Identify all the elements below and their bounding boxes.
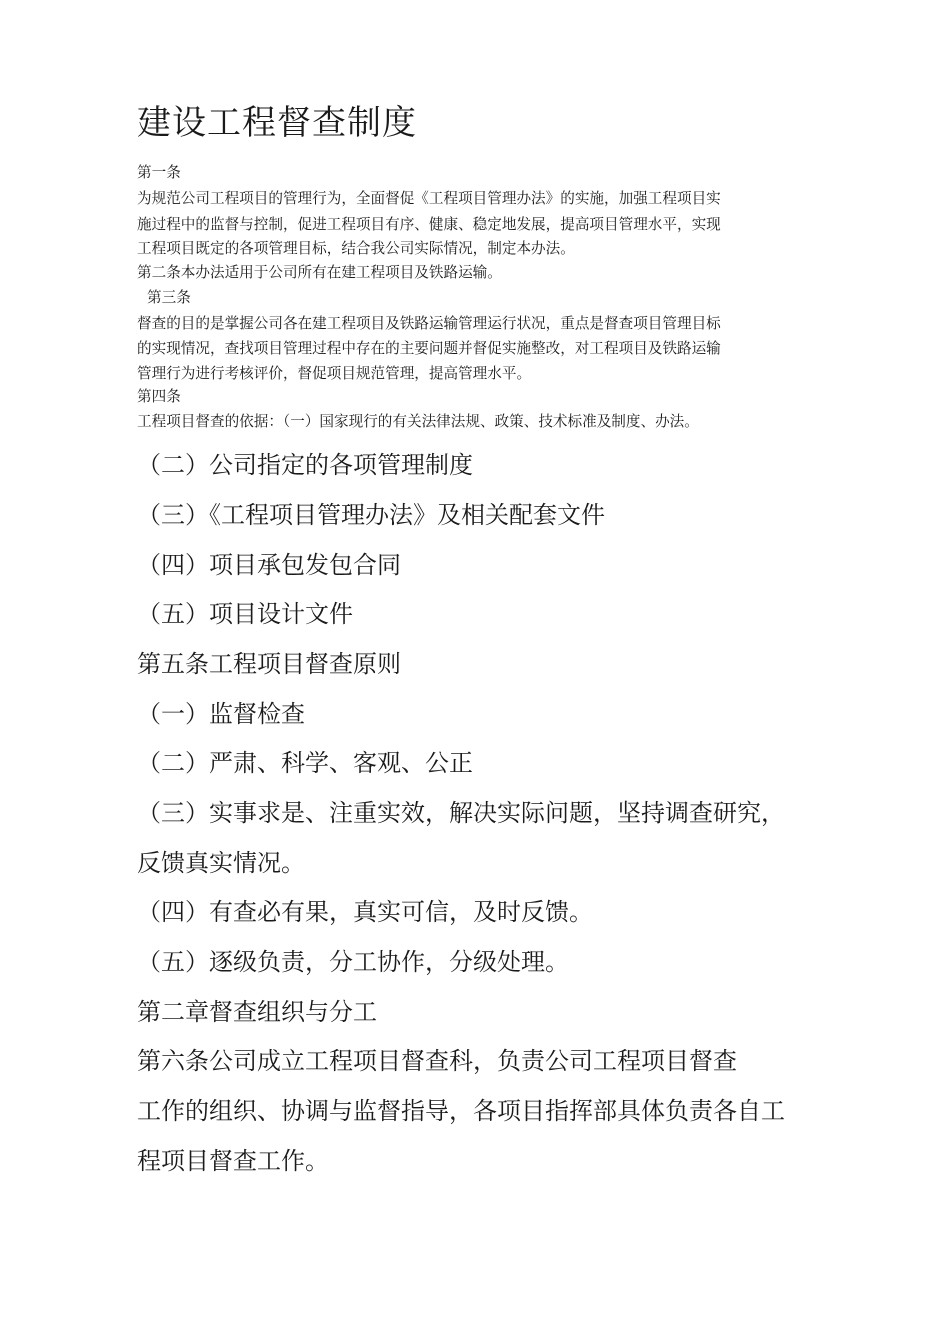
principle-item-3-line-2: 反馈真实情况。: [137, 849, 305, 877]
article-5-heading: 第五条工程项目督查原则: [137, 650, 401, 678]
document-title: 建设工程督查制度: [137, 103, 417, 143]
chapter-2-heading: 第二章督查组织与分工: [137, 998, 377, 1026]
principle-item-4: （四）有查必有果，真实可信，及时反馈。: [137, 898, 593, 926]
article-2-text: 第二条本办法适用于公司所有在建工程项目及铁路运输。: [137, 264, 502, 281]
article-3-text-line-3: 管理行为进行考核评价，督促项目规范管理，提高管理水平。: [137, 365, 532, 382]
article-6-line-3: 程项目督查工作。: [137, 1147, 329, 1175]
article-1-heading: 第一条: [137, 164, 181, 181]
article-4-text: 工程项目督查的依据：（一）国家现行的有关法律法规、政策、技术标准及制度、办法。: [137, 413, 699, 430]
article-6-line-1: 第六条公司成立工程项目督查科，负责公司工程项目督查: [137, 1047, 737, 1075]
basis-item-5: （五）项目设计文件: [137, 600, 353, 628]
article-4-heading: 第四条: [137, 388, 181, 405]
principle-item-2: （二）严肃、科学、客观、公正: [137, 749, 473, 777]
principle-item-3-line-1: （三）实事求是、注重实效，解决实际问题，坚持调查研究，: [137, 799, 785, 827]
article-3-text-line-1: 督查的目的是掌握公司各在建工程项目及铁路运输管理运行状况，重点是督查项目管理目标: [137, 315, 721, 332]
principle-item-5: （五）逐级负责，分工协作，分级处理。: [137, 948, 569, 976]
article-6-line-2: 工作的组织、协调与监督指导，各项目指挥部具体负责各自工: [137, 1097, 785, 1125]
article-1-text-line-1: 为规范公司工程项目的管理行为，全面督促《工程项目管理办法》的实施，加强工程项目实: [137, 190, 721, 207]
article-3-text-line-2: 的实现情况，查找项目管理过程中存在的主要问题并督促实施整改，对工程项目及铁路运输: [137, 340, 721, 357]
basis-item-4: （四）项目承包发包合同: [137, 551, 401, 579]
basis-item-3: （三）《工程项目管理办法》及相关配套文件: [137, 501, 605, 529]
basis-item-2: （二）公司指定的各项管理制度: [137, 451, 473, 479]
article-1-text-line-2: 施过程中的监督与控制，促进工程项目有序、健康、稳定地发展，提高项目管理水平，实现: [137, 216, 721, 233]
article-3-heading: 第三条: [147, 289, 191, 306]
principle-item-1: （一）监督检查: [137, 700, 305, 728]
article-1-text-line-3: 工程项目既定的各项管理目标，结合我公司实际情况，制定本办法。: [137, 240, 575, 257]
